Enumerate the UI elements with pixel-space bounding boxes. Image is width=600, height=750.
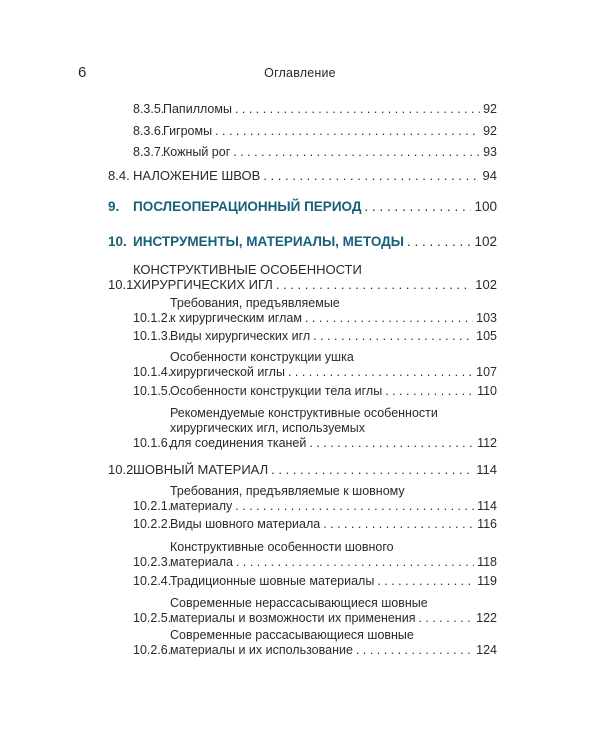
- toc-entry-page: 114: [477, 499, 497, 513]
- toc-entry-title-line: КОНСТРУКТИВНЫЕ ОСОБЕННОСТИ: [133, 262, 362, 277]
- toc-entry-title-line: Требования, предъявляемые: [170, 296, 340, 310]
- toc-entry-page: 92: [483, 124, 497, 138]
- toc-entry-title-line: Особенности конструкции тела иглы: [170, 384, 383, 398]
- toc-entry[interactable]: [133, 596, 497, 626]
- toc-entry-page: 93: [483, 145, 497, 159]
- toc-entry-page: 116: [477, 517, 497, 531]
- toc-entry-number: 10.2.6.: [133, 643, 172, 657]
- toc-entry[interactable]: [108, 234, 497, 249]
- toc-entry-title-line: ИНСТРУМЕНТЫ, МАТЕРИАЛЫ, МЕТОДЫ: [133, 234, 405, 249]
- toc-entry[interactable]: [108, 262, 497, 292]
- dot-leader: [215, 124, 480, 139]
- toc-entry-title-line: материалу: [170, 499, 233, 513]
- toc-entry[interactable]: [133, 517, 497, 532]
- toc-entry[interactable]: [133, 296, 497, 326]
- toc-entry-title-line: для соединения тканей: [170, 436, 307, 450]
- toc-entry-number: 10.2.2.: [133, 517, 172, 531]
- toc-entry-number: 8.3.7.: [133, 145, 165, 159]
- toc-entry-title-line: Виды хирургических игл: [170, 329, 311, 343]
- toc-entry[interactable]: [133, 384, 497, 399]
- toc-entry-title-line: Традиционные шовные материалы: [170, 574, 375, 588]
- toc-entry-page: 107: [476, 365, 497, 379]
- toc-entry-title-line: ПОСЛЕОПЕРАЦИОННЫЙ ПЕРИОД: [133, 199, 362, 214]
- toc-entry-number: 10.: [108, 234, 127, 249]
- toc-entry-title-line: хирургических игл, используемых: [170, 421, 366, 435]
- toc-entry-page: 119: [477, 574, 497, 588]
- toc-entry[interactable]: [133, 124, 497, 139]
- dot-leader: [236, 555, 474, 570]
- toc-entry-title-line: Современные рассасывающиеся шовные: [170, 628, 414, 642]
- toc-entry-page: 94: [482, 168, 497, 183]
- dot-leader: [288, 365, 473, 380]
- toc-entry-page: 110: [477, 384, 497, 398]
- dot-leader: [313, 329, 473, 344]
- dot-leader: [235, 499, 474, 514]
- toc-entry-title-line: Особенности конструкции ушка: [170, 350, 354, 364]
- toc-entry-number: 9.: [108, 199, 120, 214]
- toc-entry-title-line: НАЛОЖЕНИЕ ШВОВ: [133, 168, 261, 183]
- dot-leader: [276, 277, 472, 292]
- dot-leader: [323, 517, 474, 532]
- toc-entry[interactable]: [108, 462, 497, 477]
- page-number: 6: [78, 64, 87, 81]
- toc-entry-page: 118: [477, 555, 497, 569]
- toc-entry-number: 10.2.3.: [133, 555, 172, 569]
- toc-entry-page: 124: [476, 643, 497, 657]
- toc-entry-title-line: хирургической иглы: [170, 365, 285, 379]
- dot-leader: [263, 168, 479, 183]
- dot-leader: [364, 199, 471, 214]
- toc-entry[interactable]: [133, 484, 497, 514]
- dot-leader: [309, 436, 474, 451]
- toc-entry-number: 10.1.2.: [133, 311, 172, 325]
- toc-entry-title-line: ХИРУРГИЧЕСКИХ ИГЛ: [133, 277, 273, 292]
- toc-entry[interactable]: [108, 199, 497, 214]
- toc-entry-title-line: Конструктивные особенности шовного: [170, 540, 394, 554]
- toc-entry-page: 103: [476, 311, 497, 325]
- toc-entry-page: 100: [474, 199, 497, 214]
- toc-entry-title-line: Требования, предъявляемые к шовному: [170, 484, 405, 498]
- toc-entry-page: 114: [476, 462, 497, 477]
- toc-entry[interactable]: [133, 406, 497, 451]
- toc-entry[interactable]: [108, 168, 497, 183]
- toc-entry-title-line: Рекомендуемые конструктивные особенности: [170, 406, 438, 420]
- toc-entry-number: 10.1.5.: [133, 384, 172, 398]
- dot-leader: [235, 102, 480, 117]
- toc-entry[interactable]: [133, 102, 497, 117]
- toc-entry-number: 10.2.1.: [133, 499, 172, 513]
- toc-entry[interactable]: [133, 145, 497, 160]
- dot-leader: [233, 145, 480, 160]
- toc-entry-page: 102: [474, 234, 497, 249]
- toc-entry-title-line: Виды шовного материала: [170, 517, 321, 531]
- toc-entry-page: 122: [476, 611, 497, 625]
- toc-entry[interactable]: [133, 329, 497, 344]
- toc-entry-number: 10.2.4.: [133, 574, 172, 588]
- dot-leader: [407, 234, 471, 249]
- toc-entry-number: 10.1.3.: [133, 329, 172, 343]
- toc-entry-number: 8.3.6.: [133, 124, 165, 138]
- toc-entry[interactable]: [133, 540, 497, 570]
- toc-entry[interactable]: [133, 574, 497, 589]
- dot-leader: [271, 462, 473, 477]
- dot-leader: [377, 574, 474, 589]
- toc-entry-title-line: ШОВНЫЙ МАТЕРИАЛ: [133, 462, 269, 477]
- toc-entry-page: 112: [477, 436, 497, 450]
- toc-entry[interactable]: [133, 350, 497, 380]
- toc-entry-title-line: материалы и возможности их применения: [170, 611, 416, 625]
- toc-entry-title-line: к хирургическим иглам: [170, 311, 302, 325]
- toc-entry-number: 10.1.: [108, 277, 137, 292]
- toc-entry-title-line: Гигромы: [163, 124, 213, 138]
- toc-entry-number: 10.2.: [108, 462, 137, 477]
- dot-leader: [305, 311, 473, 326]
- dot-leader: [356, 643, 473, 658]
- toc-entry-number: 10.2.5.: [133, 611, 172, 625]
- toc-entry-title-line: Кожный рог: [163, 145, 231, 159]
- toc-entry-number: 10.1.4.: [133, 365, 172, 379]
- toc-entry-title-line: материала: [170, 555, 233, 569]
- toc-entry-page: 105: [476, 329, 497, 343]
- toc-entry-number: 8.4.: [108, 168, 130, 183]
- running-head: Оглавление: [264, 66, 336, 80]
- dot-leader: [385, 384, 474, 399]
- dot-leader: [418, 611, 473, 626]
- toc-entry-number: 10.1.6.: [133, 436, 172, 450]
- toc-entry-page: 92: [483, 102, 497, 116]
- toc-entry-number: 8.3.5.: [133, 102, 165, 116]
- toc-entry-page: 102: [475, 277, 497, 292]
- toc-entry-title-line: материалы и их использование: [170, 643, 353, 657]
- toc-entry[interactable]: [133, 628, 497, 658]
- toc-entry-title-line: Современные нерассасывающиеся шовные: [170, 596, 428, 610]
- toc-entry-title-line: Папилломы: [163, 102, 232, 116]
